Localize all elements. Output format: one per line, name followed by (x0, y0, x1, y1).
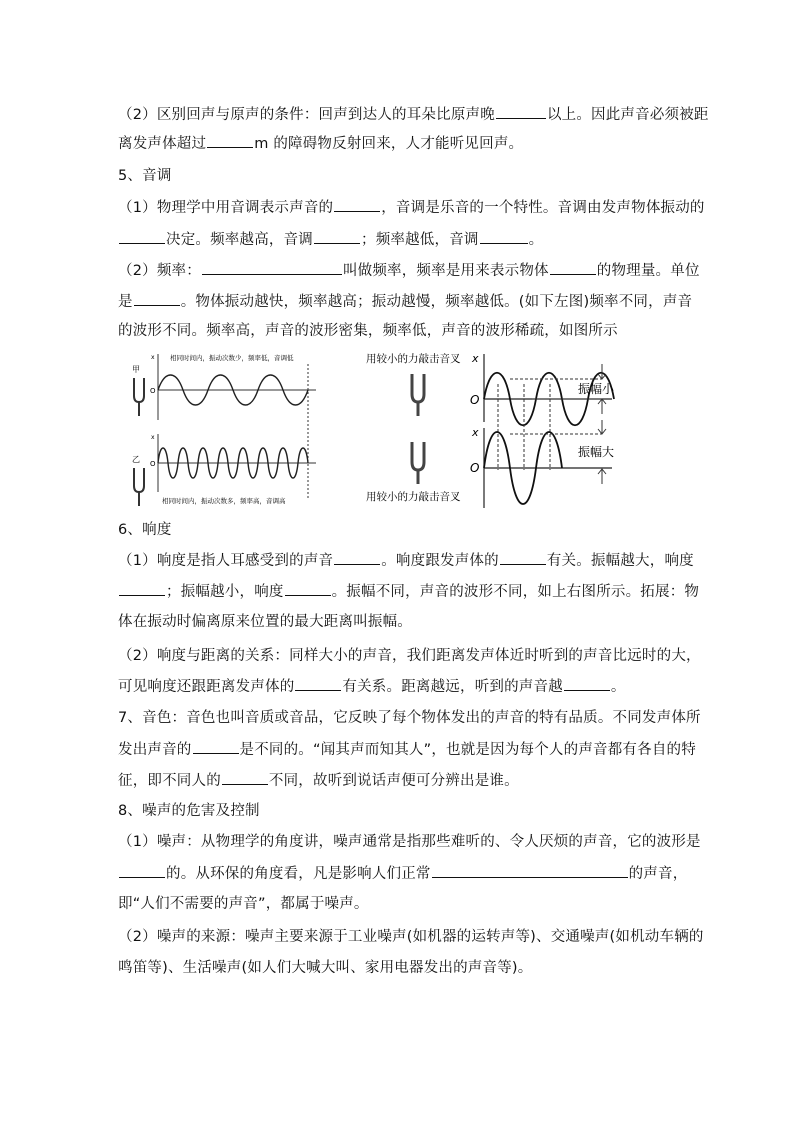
answer-blank[interactable] (480, 229, 528, 244)
tuning-fork-icon (134, 468, 144, 506)
section-heading: 8、噪声的危害及控制 (118, 803, 260, 819)
answer-blank[interactable] (550, 260, 596, 275)
text-line: 鸣笛等)、生活噪声(如人们大喊大叫、家用电器发出的声音等)。 (118, 960, 533, 976)
caption-top: 相同时间内，振动次数少，频率低，音调低 (170, 354, 294, 362)
answer-blank[interactable] (295, 676, 341, 691)
text-line: （1）噪声：从物理学的角度讲，噪声通常是指那些难听的、令人厌烦的声音，它的波形是 (118, 834, 701, 850)
text-line: 的波形不同。频率高，声音的波形密集，频率低，声音的波形稀疏，如图所示 (118, 323, 618, 339)
text-line: 的。从环保的角度看，凡是影响人们正常 的声音， (118, 863, 687, 884)
answer-blank[interactable] (285, 581, 331, 596)
fork-label-top: 甲 (132, 365, 140, 374)
text-line: 发出声音的 是不同的。“闻其声而知其人”，也就是因为每个人的声音都有各自的特 (118, 739, 696, 760)
tuning-fork-icon (412, 442, 424, 484)
axis-label: x (151, 434, 155, 441)
origin-label: O (470, 393, 480, 407)
section-heading: 5、音调 (118, 168, 172, 184)
answer-blank[interactable] (564, 676, 610, 691)
axis-label: x (151, 354, 155, 361)
caption-bottom: 相同时间内，振动次数多，频率高，音调高 (162, 497, 286, 505)
text-line: （1）物理学中用音调表示声音的 ，音调是乐音的一个特性。音调由发声物体振动的 (118, 197, 705, 218)
axis-label: x (472, 426, 479, 439)
amplitude-figure (362, 350, 630, 510)
answer-blank[interactable] (119, 229, 165, 244)
answer-blank[interactable] (432, 863, 628, 878)
text-line: （1）响度是指人耳感受到的声音 。响度跟发声体的 有关。振幅越大，响度 (118, 550, 694, 571)
text-line: （2）噪声的来源：噪声主要来源于工业噪声(如机器的运转声等)、交通噪声(如机动车辆的 (118, 929, 704, 945)
answer-blank[interactable] (134, 291, 180, 306)
answer-blank[interactable] (193, 739, 239, 754)
answer-blank[interactable] (202, 260, 342, 275)
answer-blank[interactable] (496, 104, 546, 119)
text-line: 离发声体超过 m 的障碍物反射回来，人才能听见回声。 (118, 133, 523, 154)
text-line: （2）响度与距离的关系：同样大小的声音，我们距离发声体近时听到的声音比远时的大， (118, 648, 701, 664)
origin-label: O (150, 460, 156, 468)
text-line: ；振幅越小，响度 。振幅不同，声音的波形不同，如上右图所示。拓展：物 (118, 581, 699, 602)
tuning-fork-icon (412, 374, 424, 416)
answer-blank[interactable] (119, 581, 165, 596)
text-line: 可见响度还跟距离发声体的 有关系。距离越远，听到的声音越 。 (118, 676, 626, 697)
text-line: 体在振动时偏离原来位置的最大距离叫振幅。 (118, 614, 412, 630)
frequency-figure (118, 350, 324, 510)
text-line: 是 。物体振动越快，频率越高；振动越慢，频率越低。(如下左图)频率不同，声音 (118, 291, 692, 312)
answer-blank[interactable] (334, 550, 380, 565)
text-line: 7、音色：音色也叫音质或音品，它反映了每个物体发出的声音的特有品质。不同发声体所 (118, 710, 701, 726)
answer-blank[interactable] (334, 197, 380, 212)
text-line: 决定。频率越高，音调 ；频率越低，音调 。 (118, 229, 543, 250)
answer-blank[interactable] (207, 133, 253, 148)
answer-blank[interactable] (222, 770, 268, 785)
caption-bottom: 用较小的力敲击音叉 (366, 491, 461, 503)
amplitude-large-label: 振幅大 (578, 445, 615, 459)
axis-label: x (472, 352, 479, 365)
answer-blank[interactable] (500, 550, 546, 565)
caption-top: 用较小的力敲击音叉 (366, 353, 461, 365)
fork-label-bottom: 乙 (132, 455, 140, 464)
answer-blank[interactable] (119, 863, 165, 878)
origin-label: O (150, 387, 156, 395)
answer-blank[interactable] (314, 229, 360, 244)
origin-label: O (470, 461, 480, 475)
section-heading: 6、响度 (118, 522, 172, 538)
tuning-fork-icon (134, 378, 144, 416)
text-line: （2）频率： 叫做频率，频率是用来表示物体 的物理量。单位 (118, 260, 700, 281)
text-line: 征，即不同人的 不同，故听到说话声便可分辨出是谁。 (118, 770, 519, 791)
text-line: （2）区别回声与原声的条件：回声到达人的耳朵比原声晚 以上。因此声音必须被距 (118, 104, 709, 125)
amplitude-small-label: 振幅小 (578, 382, 615, 396)
text-line: 即“人们不需要的声音”，都属于噪声。 (118, 896, 369, 912)
